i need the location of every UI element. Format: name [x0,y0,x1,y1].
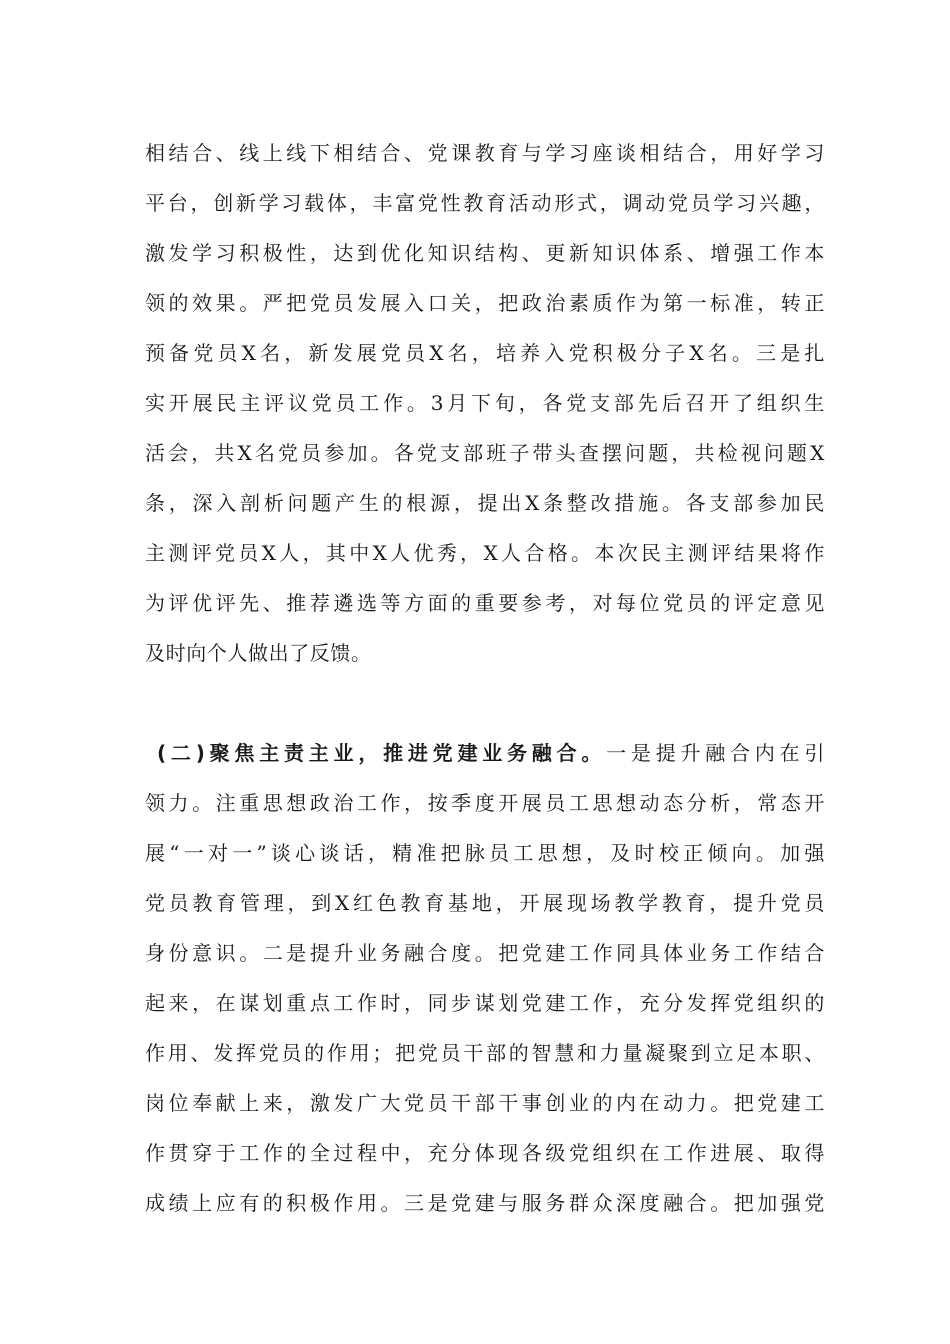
section-heading: (二)聚焦主责主业，推进党建业务融合。 [157,741,607,765]
paragraph-first-line [157,736,825,770]
text-line: 作用、发挥党员的作用；把党员干部的智慧和力量凝聚到立足本职、 [145,1041,825,1065]
text-line: 岗位奉献上来，激发广大党员干部干事创业的内在动力。把党建工 [145,1091,825,1115]
heading-continuation: 一是提升融合内在引 [606,741,825,765]
text-line: 党员教育管理，到X红色教育基地，开展现场教学教育，提升党员 [145,891,825,915]
text-line: 主测评党员X人，其中X人优秀，X人合格。本次民主测评结果将作 [145,541,825,565]
text-line: 领力。注重思想政治工作，按季度开展员工思想动态分析，常态开 [145,791,825,815]
text-line: 条，深入剖析问题产生的根源，提出X条整改措施。各支部参加民 [145,491,825,515]
text-line: 身份意识。二是提升业务融合度。把党建工作同具体业务工作结合 [145,941,825,965]
text-line: 起来，在谋划重点工作时，同步谋划党建工作，充分发挥党组织的 [145,991,825,1015]
text-line: 作贯穿于工作的全过程中，充分体现各级党组织在工作进展、取得 [145,1141,825,1165]
text-line: 活会，共X名党员参加。各党支部班子带头查摆问题，共检视问题X [145,441,825,465]
text-line: 及时向个人做出了反馈。 [145,641,372,665]
text-line: 展“一对一”谈心谈话，精准把脉员工思想，及时校正倾向。加强 [145,841,825,865]
text-line: 相结合、线上线下相结合、党课教育与学习座谈相结合，用好学习 [145,141,825,165]
text-line: 领的效果。严把党员发展入口关，把政治素质作为第一标准，转正 [145,291,825,315]
text-line: 激发学习积极性，达到优化知识结构、更新知识体系、增强工作本 [145,241,825,265]
text-line: 平台，创新学习载体，丰富党性教育活动形式，调动党员学习兴趣， [145,191,825,215]
text-line: 实开展民主评议党员工作。3月下旬，各党支部先后召开了组织生 [145,391,825,415]
text-line: 为评优评先、推荐遴选等方面的重要参考，对每位党员的评定意见 [145,591,825,615]
text-line: 成绩上应有的积极作用。三是党建与服务群众深度融合。把加强党 [145,1191,825,1215]
text-line: 预备党员X名，新发展党员X名，培养入党积极分子X名。三是扎 [145,341,825,365]
